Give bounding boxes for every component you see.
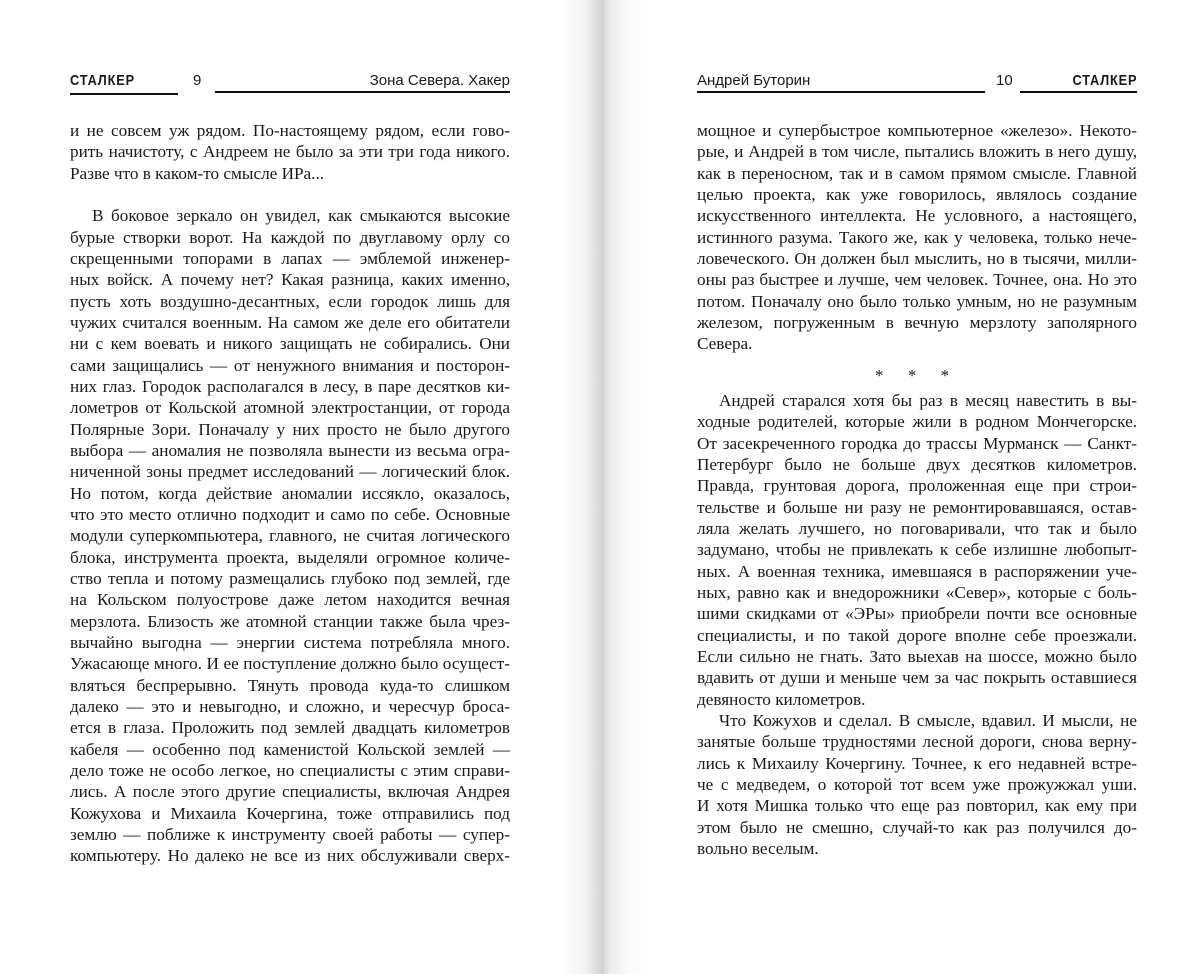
paragraph <box>697 710 1137 859</box>
text-line: и не совсем уж рядом. По-настоящему рядом, если гово- <box>70 121 510 140</box>
text-line: рить начистоту, с Андреем не было за эти три года никого. <box>70 142 510 162</box>
text-line: ляла желать лучшего, но поговаривали, что так и было <box>697 518 1137 538</box>
text-line: Правда, грунтовая дорога, проложенная еще при строи- <box>697 476 1137 496</box>
text-line: ство тепла и потому размещались глубоко под землей, где <box>70 568 510 588</box>
running-header-series <box>1020 72 1137 93</box>
text-line: ходные родителей, которые жили в родном Мончегорске. <box>697 412 1137 432</box>
series-name: СТАЛКЕР <box>70 72 135 89</box>
text-line: Севера. <box>697 334 753 354</box>
text-line: Кожухова и Михаила Кочергина, тоже отправились под <box>70 803 510 823</box>
text-line: че с медведем, о которой тот всем уже прожужжал уши. <box>697 774 1137 794</box>
text-line: выбора — аномалия не позволяла вынести из весьма огра- <box>70 440 510 460</box>
text-line: занятые больше трудностями лесной дороги, снова верну- <box>697 732 1137 752</box>
text-line: искусственного интеллекта. Не условного, а настоящего, <box>697 206 1137 226</box>
text-line: ных войск. А почему нет? Какая разница, каких именно, <box>70 270 510 290</box>
text-line: дело тоже не особо легкое, но специалисты с этим справи- <box>70 760 510 780</box>
text-line: тельстве и больше ни разу не ремонтировавшаяся, остав- <box>697 497 1137 517</box>
text-line: шими скидками от «ЭРы» приобрели почти все основные <box>697 604 1137 624</box>
text-line: Ужасающе много. И ее поступление должно было осущест- <box>70 654 510 674</box>
text-line: истинного разума. Такого же, как у человека, только нече- <box>697 227 1137 247</box>
author-name: Андрей Буторин <box>697 72 811 89</box>
text-line: железом, погруженным в вечную мерзлоту заполярного <box>697 312 1137 332</box>
paragraph-gap <box>70 184 510 205</box>
text-line: мощное и супербыстрое компьютерное «железо». Некото- <box>697 121 1137 140</box>
text-line: как в переносном, так и в самом прямом смысле. Главной <box>697 163 1137 183</box>
text-line: компьютеру. Но далеко не все из них обслуживали сверх- <box>70 846 510 866</box>
text-line: скрещенными топорами в лапах — эмблемой инженер- <box>70 248 510 268</box>
text-line: Полярные Зори. Поначалу у них просто не было другого <box>70 419 510 439</box>
text-line: ловеческого. Он должен был мыслить, но в тысячи, милли- <box>697 248 1137 268</box>
text-line: Петербург было не больше двух десятков километров. <box>697 454 1137 474</box>
text-line: пусть хоть воздушно-десантных, если городок лишь для <box>70 291 510 311</box>
text-line: вольно веселым. <box>697 838 819 858</box>
text-line: лись. А после этого другие специалисты, включая Андрея <box>70 782 510 802</box>
text-line: Андрей старался хотя бы раз в месяц навестить в вы- <box>719 390 1137 410</box>
right-page <box>602 0 1204 974</box>
text-line: кабеля — особенно под каменистой Кольской землей — <box>70 739 510 759</box>
page-number: 9 <box>193 72 202 89</box>
text-line: Что Кожухов и сделал. В смысле, вдавил. И мысли, не <box>719 710 1137 730</box>
text-line: специалисты, и по такой дороге вполне себе проезжали. <box>697 625 1137 645</box>
text-line: задумано, чтобы не привлекать к себе излишне любопыт- <box>697 540 1137 560</box>
paragraph <box>70 120 510 184</box>
text-line: вляться беспрерывно. Тянуть провода куда-то слишком <box>70 675 510 695</box>
text-line: лись к Михаилу Кочергину. Точнее, к его недавней встре- <box>697 753 1137 773</box>
text-line: ниченной зоны предмет исследований — логический блок. <box>70 462 510 482</box>
text-line: модули суперкомпьютера, главного, не считая логического <box>70 526 510 546</box>
text-line: рые, и Андрей в том числе, пытались вложить в него душу, <box>697 142 1137 162</box>
text-line: блока, инструмента проекта, выделяли огромное количе- <box>70 547 510 567</box>
text-line: Но потом, когда действие аномалии иссякло, оказалось, <box>70 483 510 503</box>
header-rule <box>70 74 178 95</box>
running-header-author <box>697 72 985 93</box>
text-line: потом. Поначалу оно было только умным, но не разумным <box>697 291 1137 311</box>
right-body-text <box>697 120 1137 859</box>
text-line: вычайно выгодна — энергии система потребляла много. <box>70 632 510 652</box>
paragraph <box>697 120 1137 355</box>
text-line: ных, равно как и внедорожники «Север», которые с боль- <box>697 582 1137 602</box>
text-line: бурые створки ворот. На каждой по двуглавому орлу со <box>70 227 510 247</box>
text-line: И хотя Мишка только что еще раз повторил, как ему при <box>697 796 1137 816</box>
paragraph <box>70 205 510 866</box>
text-line: девяносто километров. <box>697 689 866 709</box>
text-line: них глаз. Городок располагался в лесу, в паре десятков ки- <box>70 376 510 396</box>
text-line: что это место отлично подходит и само по себе. Основные <box>70 504 510 524</box>
left-body-text <box>70 120 510 866</box>
text-line: Если сильно не гнать. Зато выехав на шоссе, можно было <box>697 646 1137 666</box>
text-line: сами защищались — от ненужного внимания и посторон- <box>70 355 510 375</box>
book-title: Зона Севера. Хакер <box>369 72 510 89</box>
running-header-title <box>215 72 510 93</box>
text-line: далеко — это и невыгодно, и сложно, и чересчур броса- <box>70 696 510 716</box>
text-line: землю — поближе к инструменту своей работы — супер- <box>70 824 510 844</box>
text-line: От засекреченного городка до трассы Мурманск — Санкт- <box>697 433 1137 453</box>
text-line: ных. А военная техника, имевшаяся в распоряжении уче- <box>697 561 1137 581</box>
page-number: 10 <box>996 72 1013 89</box>
text-line: на Кольском полуострове даже летом находится вечная <box>70 590 510 610</box>
series-name: СТАЛКЕР <box>1072 72 1137 89</box>
paragraph <box>697 390 1137 710</box>
text-line: целью проекта, как уже говорилось, являлось создание <box>697 184 1137 204</box>
text-line: лометров от Кольской атомной электростанции, от города <box>70 398 510 418</box>
text-line: В боковое зеркало он увидел, как смыкаются высокие <box>92 206 510 226</box>
section-separator: * * * <box>874 365 960 385</box>
text-line: ни с кем воевать и никого защищать не собирались. Они <box>70 334 510 354</box>
text-line: этом было не смешно, случай-то как раз получился до- <box>697 817 1137 837</box>
text-line: чужих считался военным. На самом же деле его обитатели <box>70 312 510 332</box>
text-line: Разве что в каком-то смысле ИРа... <box>70 163 325 183</box>
text-line: вдавить от души и меньше чем за час покрыть оставшиеся <box>697 668 1137 688</box>
text-line: мерзлота. Близость же атомной станции также была чрез- <box>70 611 510 631</box>
text-line: ется в глаза. Проложить под землей двадцать километров <box>70 718 510 738</box>
text-line: оны раз быстрее и лучше, чем человек. Точнее, она. Но это <box>697 270 1137 290</box>
